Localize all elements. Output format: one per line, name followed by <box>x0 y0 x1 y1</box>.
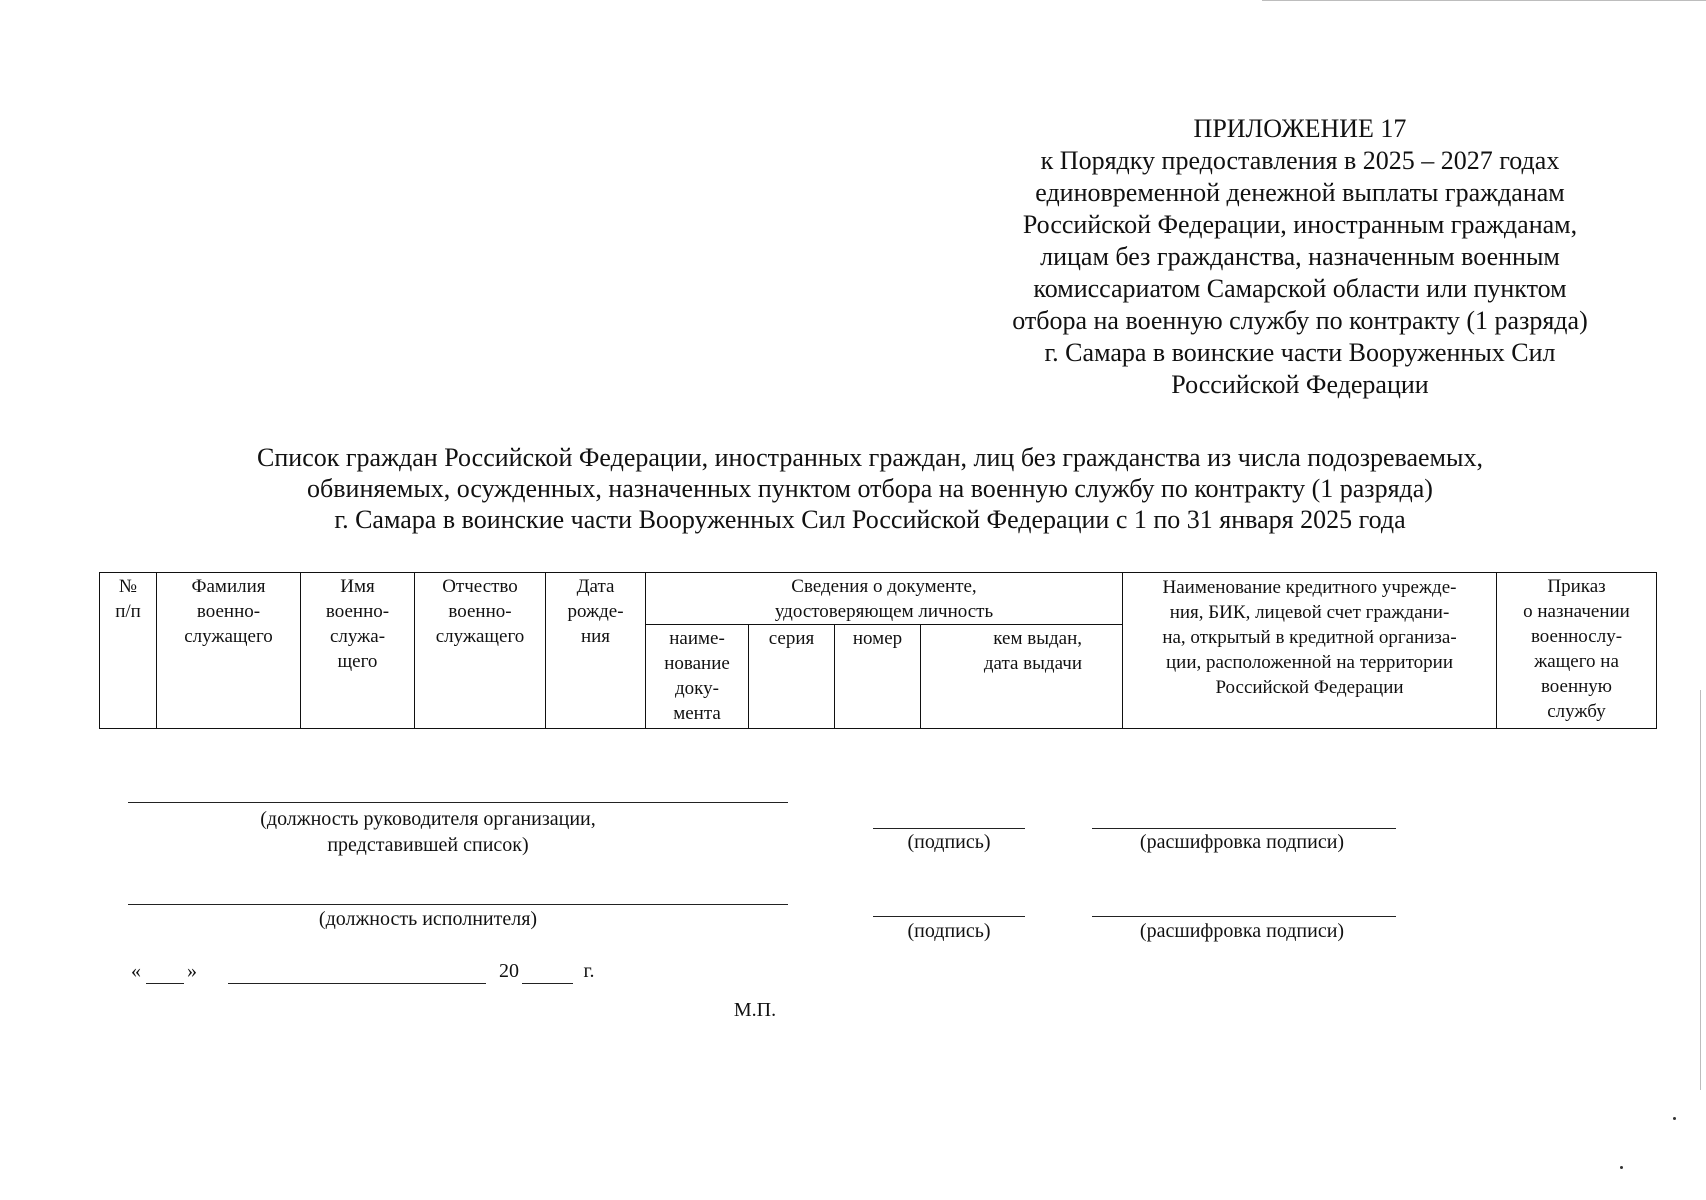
column-header-birthdate: Дата рожде- ния <box>546 573 646 729</box>
head-position-line <box>128 802 788 803</box>
appendix-line: к Порядку предоставления в 2025 – 2027 годах <box>1040 146 1560 175</box>
decoding-caption-1: (расшифровка подписи) <box>1139 831 1345 853</box>
appendix-line: г. Самара в воинские части Вооруженных Сил <box>1044 338 1556 367</box>
appendix-title: ПРИЛОЖЕНИЕ 17 <box>1193 114 1407 143</box>
appendix-line: единовременной денежной выплаты гражданам <box>1035 178 1565 207</box>
executor-position-caption: (должность исполнителя) <box>318 908 538 930</box>
column-header-document-series: серия <box>749 625 835 729</box>
title-line: г. Самара в воинские части Вооруженных Сил Российской Федерации с 1 по 31 января 2025 года <box>334 505 1406 534</box>
scan-dot <box>1673 1117 1676 1120</box>
title-line: Список граждан Российской Федерации, иностранных граждан, лиц без гражданства из числа подозреваемых, <box>257 443 1483 472</box>
appendix-line: лицам без гражданства, назначенным военным <box>1040 242 1560 271</box>
decoding-caption-2: (расшифровка подписи) <box>1139 920 1345 942</box>
date-open-quote: « <box>131 960 141 982</box>
head-position-caption: (должность руководителя организации, представившей список) <box>260 808 596 856</box>
title-line: обвиняемых, осужденных, назначенных пунктом отбора на военную службу по контракту (1 разряда) <box>307 474 1433 503</box>
appendix-line: комиссариатом Самарской области или пунктом <box>1033 274 1567 303</box>
scan-edge-right <box>1700 690 1701 1090</box>
column-header-surname: Фамилия военно- служащего <box>157 573 301 729</box>
column-header-document-name: наиме- нование доку- мента <box>646 625 749 729</box>
appendix-line: отбора на военную службу по контракту (1 разряда) <box>1012 306 1588 335</box>
executor-position-line <box>128 904 788 905</box>
column-header-issued-by: кем выдан, дата выдачи <box>921 625 1123 729</box>
column-header-number: № п/п <box>100 573 157 729</box>
column-header-bank-details: Наименование кредитного учрежде- ния, БИК, лицевой счет граждани- на, открытый в кредитной организа- ции, расположенной на территории Российской Федерации <box>1123 573 1497 729</box>
seal-place: М.П. <box>733 999 777 1021</box>
date-month-line <box>228 983 486 984</box>
column-header-order: Приказ о назначении военнослу- жащего на военную службу <box>1497 573 1657 729</box>
scan-edge-top <box>1262 0 1706 1</box>
appendix-line: Российской Федерации <box>1171 370 1429 399</box>
date-day-line <box>146 983 184 984</box>
citizens-list-table <box>99 572 1657 729</box>
column-header-document-number: номер <box>835 625 921 729</box>
date-year-line <box>522 983 573 984</box>
decoding-line-2 <box>1092 916 1396 917</box>
signature-line-2 <box>873 916 1025 917</box>
appendix-header <box>940 113 1660 401</box>
scan-dot <box>1620 1166 1623 1169</box>
column-header-name: Имя военно- служа- щего <box>301 573 415 729</box>
signature-caption-2: (подпись) <box>907 920 991 942</box>
document-title <box>80 442 1660 535</box>
date-year-prefix: 20 <box>499 960 519 982</box>
date-close-quote: » <box>187 960 197 982</box>
column-header-patronymic: Отчество военно- служащего <box>415 573 546 729</box>
date-year-suffix: г. <box>583 960 595 982</box>
column-group-identity-document: Сведения о документе, удостоверяющем личность <box>646 573 1123 625</box>
signature-caption-1: (подпись) <box>907 831 991 853</box>
appendix-line: Российской Федерации, иностранным гражданам, <box>1022 210 1578 239</box>
